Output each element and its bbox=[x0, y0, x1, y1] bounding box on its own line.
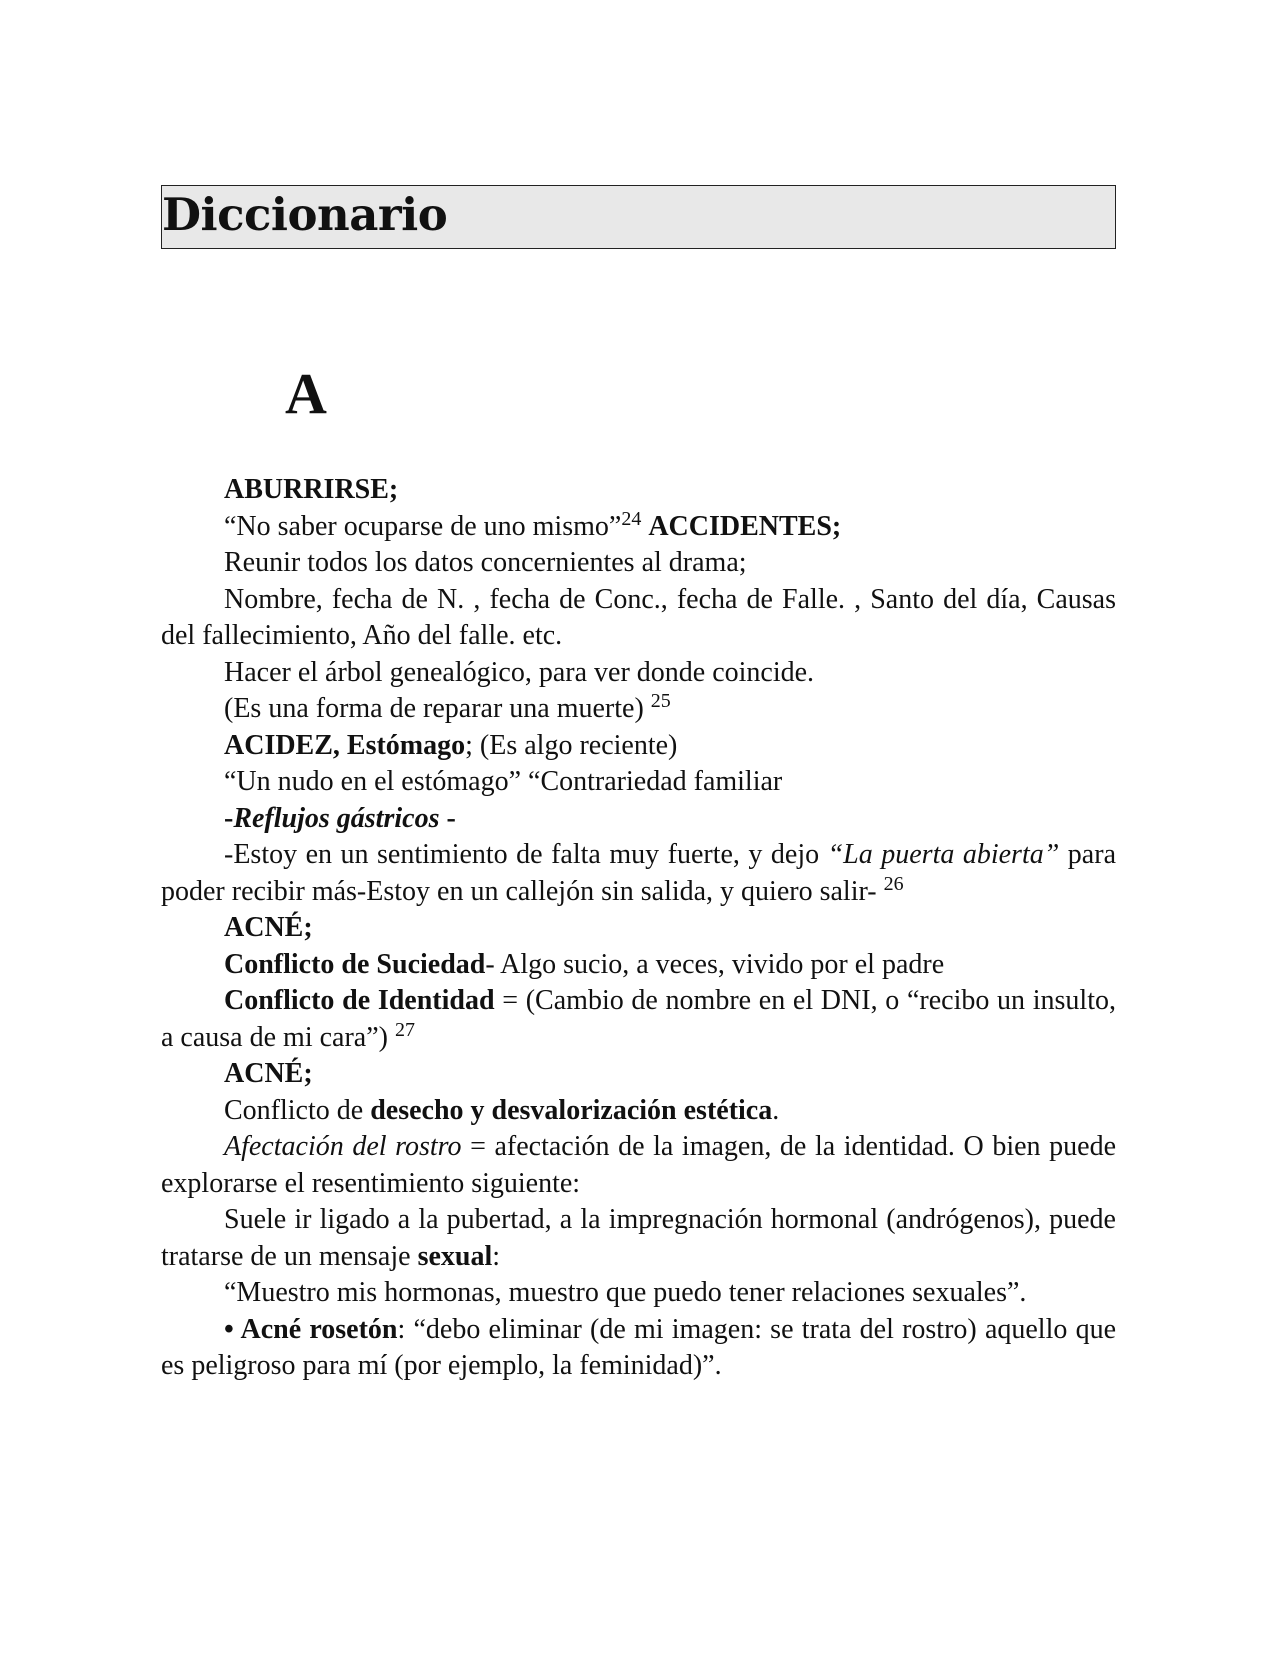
paragraph bbox=[161, 691, 1116, 728]
paragraph bbox=[161, 1275, 1116, 1312]
paragraph bbox=[161, 1093, 1116, 1130]
text: para poder recibir más-Estoy en un callejón sin salida, y quiero salir- bbox=[161, 839, 1116, 907]
paragraph bbox=[161, 983, 1116, 1056]
paragraph bbox=[161, 545, 1116, 582]
emphasis-text: desecho y desvalorización estética bbox=[370, 1094, 773, 1126]
text: Reunir todos los datos concernientes al drama; bbox=[224, 547, 747, 578]
subheading-text: Reflujos gástricos bbox=[233, 802, 440, 834]
text: Hacer el árbol genealógico, para ver donde coincide. bbox=[224, 656, 815, 688]
text: - bbox=[224, 802, 234, 834]
text: : “debo eliminar (de mi imagen: se trata del rostro) aquello que es peligroso para mí (por ejemplo, la feminidad)”. bbox=[161, 1313, 1116, 1381]
entry-term: ABURRIRSE; bbox=[224, 474, 399, 505]
paragraph bbox=[161, 1202, 1116, 1275]
paragraph bbox=[161, 509, 1116, 546]
entry-heading bbox=[161, 472, 1116, 509]
text: (Es una forma de reparar una muerte) bbox=[224, 693, 644, 724]
paragraph bbox=[161, 728, 1116, 765]
paragraph bbox=[161, 1129, 1116, 1202]
subheading bbox=[161, 801, 1116, 838]
emphasis-text: Afectación del rostro bbox=[224, 1131, 462, 1162]
text: = afectación de la imagen, de la identidad. O bien puede explorarse el resentimiento siguiente: bbox=[161, 1131, 1116, 1199]
quote-text: “Muestro mis hormonas, muestro que puedo tener relaciones sexuales”. bbox=[224, 1277, 1027, 1308]
paragraph bbox=[161, 947, 1116, 984]
quote-text: “La puerta abierta” bbox=[827, 839, 1060, 870]
footnote-ref: 25 bbox=[650, 690, 671, 712]
text: Nombre, fecha de N. , fecha de Conc., fecha de Falle. , Santo del día, Causas del fallecimiento, Año del falle. etc. bbox=[161, 583, 1116, 651]
footnote-ref: 27 bbox=[394, 1018, 415, 1041]
entry-term: ACNÉ; bbox=[224, 912, 313, 943]
entry-heading bbox=[161, 1056, 1116, 1093]
section-letter: A bbox=[285, 361, 327, 426]
entry-term: ACIDEZ, Estómago bbox=[224, 729, 466, 761]
text: - Algo sucio, a veces, vivido por el padre bbox=[485, 948, 945, 980]
text: Conflicto de bbox=[224, 1094, 371, 1126]
entry-heading bbox=[161, 910, 1116, 947]
bullet-paragraph bbox=[161, 1312, 1116, 1385]
conflict-label: Conflicto de Identidad bbox=[224, 985, 495, 1016]
footnote-ref: 26 bbox=[883, 872, 904, 895]
conflict-label: Conflicto de Suciedad bbox=[224, 948, 486, 980]
text: “Un nudo en el estómago” “Contrariedad familiar bbox=[224, 766, 783, 797]
emphasis-text: sexual bbox=[417, 1240, 493, 1272]
paragraph bbox=[161, 655, 1116, 692]
paragraph bbox=[161, 837, 1116, 910]
title-banner bbox=[161, 185, 1116, 249]
text: -Estoy en un sentimiento de falta muy fuerte, y dejo bbox=[224, 839, 828, 870]
text: - bbox=[439, 802, 456, 834]
entry-term: ACNÉ; bbox=[224, 1058, 313, 1089]
paragraph bbox=[161, 764, 1116, 801]
text: Suele ir ligado a la pubertad, a la impregnación hormonal (andrógenos), puede tratarse de un mensaje bbox=[161, 1204, 1116, 1272]
text: ; (Es algo reciente) bbox=[465, 729, 678, 761]
text: . bbox=[772, 1094, 780, 1126]
bullet-label: • Acné rosetón bbox=[224, 1313, 398, 1345]
text: = (Cambio de nombre en el DNI, o “recibo un insulto, a causa de mi cara”) bbox=[161, 985, 1116, 1053]
quote-text: “No saber ocuparse de uno mismo” bbox=[224, 510, 622, 542]
dictionary-body bbox=[161, 472, 1116, 1385]
footnote-ref: 24 bbox=[621, 507, 642, 530]
paragraph bbox=[161, 582, 1116, 655]
text: : bbox=[492, 1240, 501, 1272]
entry-term: ACCIDENTES; bbox=[648, 510, 842, 542]
page-title: Diccionario bbox=[162, 188, 448, 241]
